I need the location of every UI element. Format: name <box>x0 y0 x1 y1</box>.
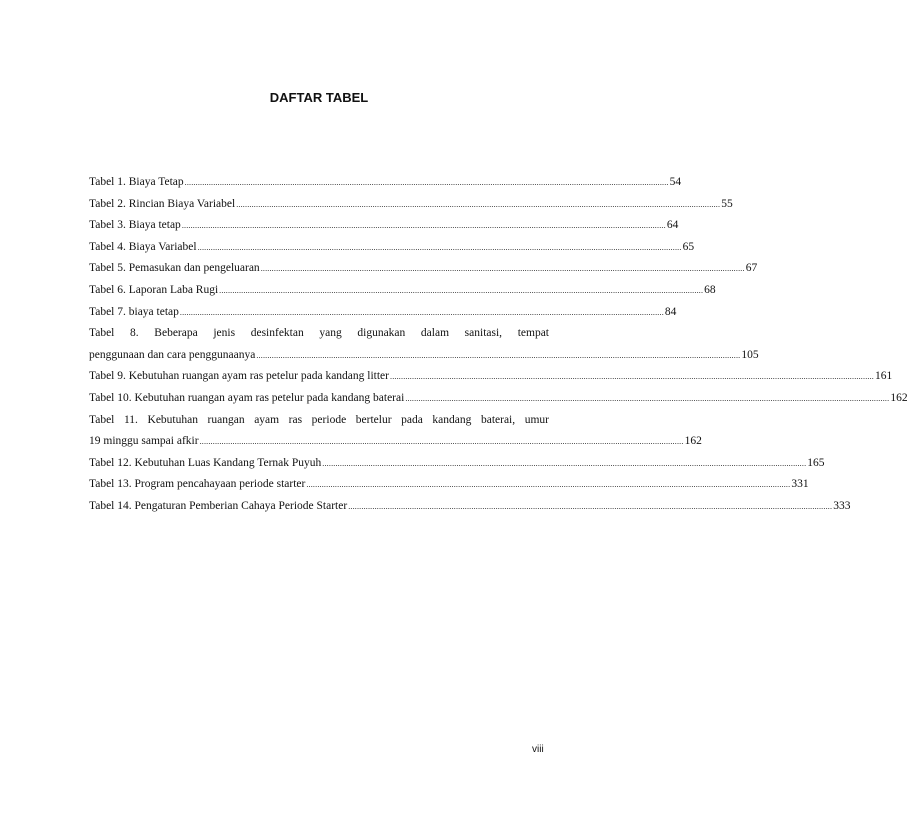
toc-entry-title: Tabel 7. biaya tetap <box>89 305 179 318</box>
dot-leader: ............................................................................................................................................................................................................................ <box>405 393 890 403</box>
toc-entry-page: 68 <box>704 283 716 296</box>
dot-leader: ............................................................................................................................................................................................................................ <box>348 501 833 511</box>
toc-entry-6[interactable] <box>89 280 716 302</box>
toc-entry-title: Tabel 4. Biaya Variabel <box>89 240 197 253</box>
toc-entry-page: 65 <box>682 240 695 253</box>
dot-leader: ............................................................................................................................................................................................................................ <box>184 178 669 187</box>
toc-entry-1[interactable] <box>89 172 682 194</box>
toc-entry-title: Tabel 1. Biaya Tetap <box>89 176 184 188</box>
toc-entry-page: 162 <box>890 391 908 404</box>
toc-entry-title: Tabel 5. Pemasukan dan pengeluaran <box>89 262 260 275</box>
toc-entry-title: Tabel 10. Kebutuhan ruangan ayam ras petelur pada kandang baterai <box>89 391 405 404</box>
dot-leader: ............................................................................................................................................................................................................................ <box>181 221 666 231</box>
toc-entry-11[interactable] <box>89 410 702 453</box>
toc-entry-2[interactable] <box>89 194 733 216</box>
dot-leader: ............................................................................................................................................................................................................................ <box>219 285 704 295</box>
toc-entry-9[interactable] <box>89 366 893 388</box>
toc-entry-page: 105 <box>741 348 759 361</box>
page-title: DAFTAR TABEL <box>269 90 369 105</box>
toc-entry-title: Tabel 3. Biaya tetap <box>89 219 181 232</box>
toc-entry-title: penggunaan dan cara penggunaanya <box>89 348 256 361</box>
dot-leader: ............................................................................................................................................................................................................................ <box>322 458 807 468</box>
toc-entry-page: 55 <box>721 197 733 210</box>
toc-entry-title: Tabel 9. Kebutuhan ruangan ayam ras petelur pada kandang litter <box>89 370 389 383</box>
toc-entry-page: 165 <box>807 456 825 469</box>
toc-entry-page: 333 <box>833 499 851 512</box>
toc-entry-title: Tabel 13. Program pencahayaan periode starter <box>89 478 306 491</box>
toc-entry-3[interactable] <box>89 215 679 237</box>
toc-entry-title: Tabel 12. Kebutuhan Luas Kandang Ternak Puyuh <box>89 456 322 469</box>
toc-entry-8[interactable] <box>89 323 759 366</box>
dot-leader: ............................................................................................................................................................................................................................ <box>236 199 721 209</box>
toc-entry-13[interactable] <box>89 474 809 496</box>
toc-entry-14[interactable] <box>89 496 851 518</box>
toc-entry-title-line1: Tabel 8. Beberapa jenis desinfektan yang digunakan dalam sanitasi, tempat <box>89 327 549 340</box>
toc-entry-page: 162 <box>684 435 702 448</box>
toc-entry-5[interactable] <box>89 258 758 280</box>
dot-leader: ............................................................................................................................................................................................................................ <box>179 307 664 317</box>
toc-entry-page: 84 <box>664 305 677 318</box>
dot-leader: ............................................................................................................................................................................................................................ <box>306 480 791 490</box>
toc-entry-title: Tabel 14. Pengaturan Pemberian Cahaya Periode Starter <box>89 499 348 512</box>
toc-entry-10[interactable] <box>89 388 908 410</box>
toc-entry-page: 64 <box>666 219 679 232</box>
toc-entry-title: Tabel 6. Laporan Laba Rugi <box>89 283 219 296</box>
toc-entry-page: 67 <box>745 262 758 275</box>
dot-leader: ............................................................................................................................................................................................................................ <box>260 264 745 274</box>
dot-leader: ............................................................................................................................................................................................................................ <box>197 242 682 252</box>
toc-entry-title: Tabel 2. Rincian Biaya Variabel <box>89 197 236 210</box>
page-number: viii <box>532 744 544 755</box>
toc-entry-title-line1: Tabel 11. Kebutuhan ruangan ayam ras periode bertelur pada kandang baterai, umur <box>89 413 549 426</box>
dot-leader: ............................................................................................................................................................................................................................ <box>256 350 741 360</box>
toc-entry-page: 161 <box>875 370 893 383</box>
dot-leader: ............................................................................................................................................................................................................................ <box>390 372 874 382</box>
dot-leader: ............................................................................................................................................................................................................................ <box>199 437 684 447</box>
toc-entry-page: 54 <box>669 176 682 188</box>
toc-entry-title: 19 minggu sampai afkir <box>89 435 199 448</box>
table-of-tables <box>89 172 908 518</box>
toc-entry-7[interactable] <box>89 302 677 324</box>
toc-entry-page: 331 <box>791 478 809 491</box>
toc-entry-12[interactable] <box>89 453 825 475</box>
toc-entry-4[interactable] <box>89 237 695 259</box>
